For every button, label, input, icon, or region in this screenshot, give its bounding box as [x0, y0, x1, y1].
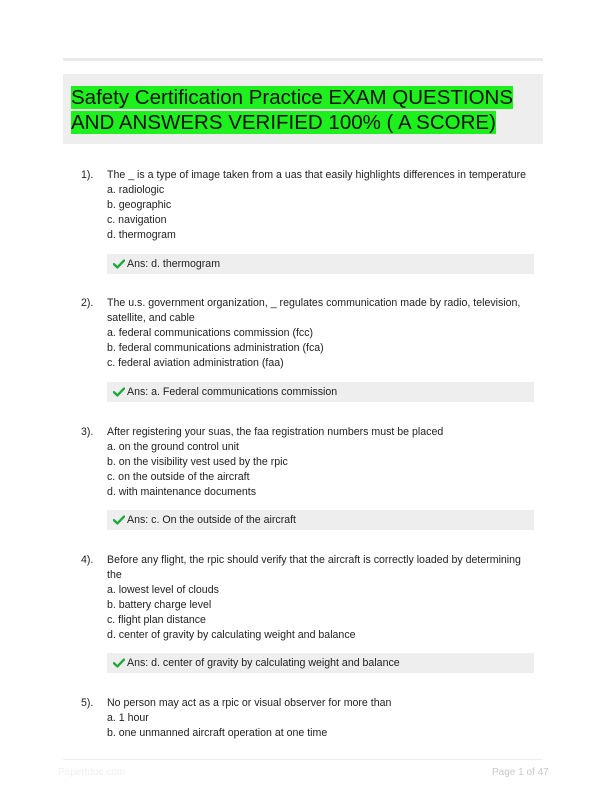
- check-icon: [113, 387, 125, 397]
- option-a: a. lowest level of clouds: [107, 584, 219, 596]
- option-d: d. with maintenance documents: [107, 486, 256, 498]
- question-stem: The _ is a type of image taken from a uas that easily highlights differences in temperature: [107, 169, 527, 181]
- option-b: b. one unmanned aircraft operation at one time: [107, 727, 328, 739]
- answer-box-1: [107, 254, 534, 274]
- option-b: b. federal communications administration (fca): [107, 342, 324, 354]
- question-stem: No person may act as a rpic or visual observer for more than: [107, 697, 392, 709]
- page-number: Page 1 of 47: [492, 767, 549, 778]
- option-b: b. battery charge level: [107, 599, 212, 611]
- bottom-divider: [63, 759, 543, 760]
- check-icon: [113, 658, 125, 668]
- answer-box-3: [107, 510, 534, 530]
- option-d: d. thermogram: [107, 229, 176, 241]
- option-c: c. federal aviation administration (faa): [107, 357, 284, 369]
- option-a: a. 1 hour: [107, 712, 149, 724]
- question-number: 5).: [81, 697, 94, 709]
- option-b: b. on the visibility vest used by the rpic: [107, 456, 288, 468]
- question-number: 2).: [81, 297, 94, 309]
- answer-box-4: [107, 653, 534, 673]
- option-c: c. flight plan distance: [107, 614, 206, 626]
- top-divider: [63, 58, 543, 61]
- check-icon: [113, 259, 125, 269]
- option-d: d. center of gravity by calculating weight and balance: [107, 629, 356, 641]
- check-icon: [113, 515, 125, 525]
- option-c: c. on the outside of the aircraft: [107, 471, 250, 483]
- answer-text: Ans: d. center of gravity by calculating weight and balance: [127, 657, 400, 669]
- option-b: b. geographic: [107, 199, 172, 211]
- question-number: 4).: [81, 554, 94, 566]
- option-a: a. federal communications commission (fcc): [107, 327, 314, 339]
- footer-watermark: Papertdoc.com: [58, 767, 126, 778]
- answer-box-2: [107, 382, 534, 402]
- question-number: 1).: [81, 169, 94, 181]
- question-stem: Before any flight, the rpic should verify that the aircraft is correctly loaded by determining the: [107, 554, 521, 581]
- question-stem: After registering your suas, the faa registration numbers must be placed: [107, 426, 444, 438]
- option-a: a. radiologic: [107, 184, 165, 196]
- question-number: 3).: [81, 426, 94, 438]
- answer-text: Ans: c. On the outside of the aircraft: [127, 514, 296, 526]
- answer-text: Ans: d. thermogram: [127, 258, 221, 270]
- page-title: Safety Certification Practice EXAM QUESTIONS AND ANSWERS VERIFIED 100% ( A SCORE): [71, 86, 514, 134]
- answer-text: Ans: a. Federal communications commission: [127, 386, 338, 398]
- option-a: a. on the ground control unit: [107, 441, 239, 453]
- question-stem: The u.s. government organization, _ regulates communication made by radio, television, satellite, and cable: [107, 297, 521, 324]
- option-c: c. navigation: [107, 214, 167, 226]
